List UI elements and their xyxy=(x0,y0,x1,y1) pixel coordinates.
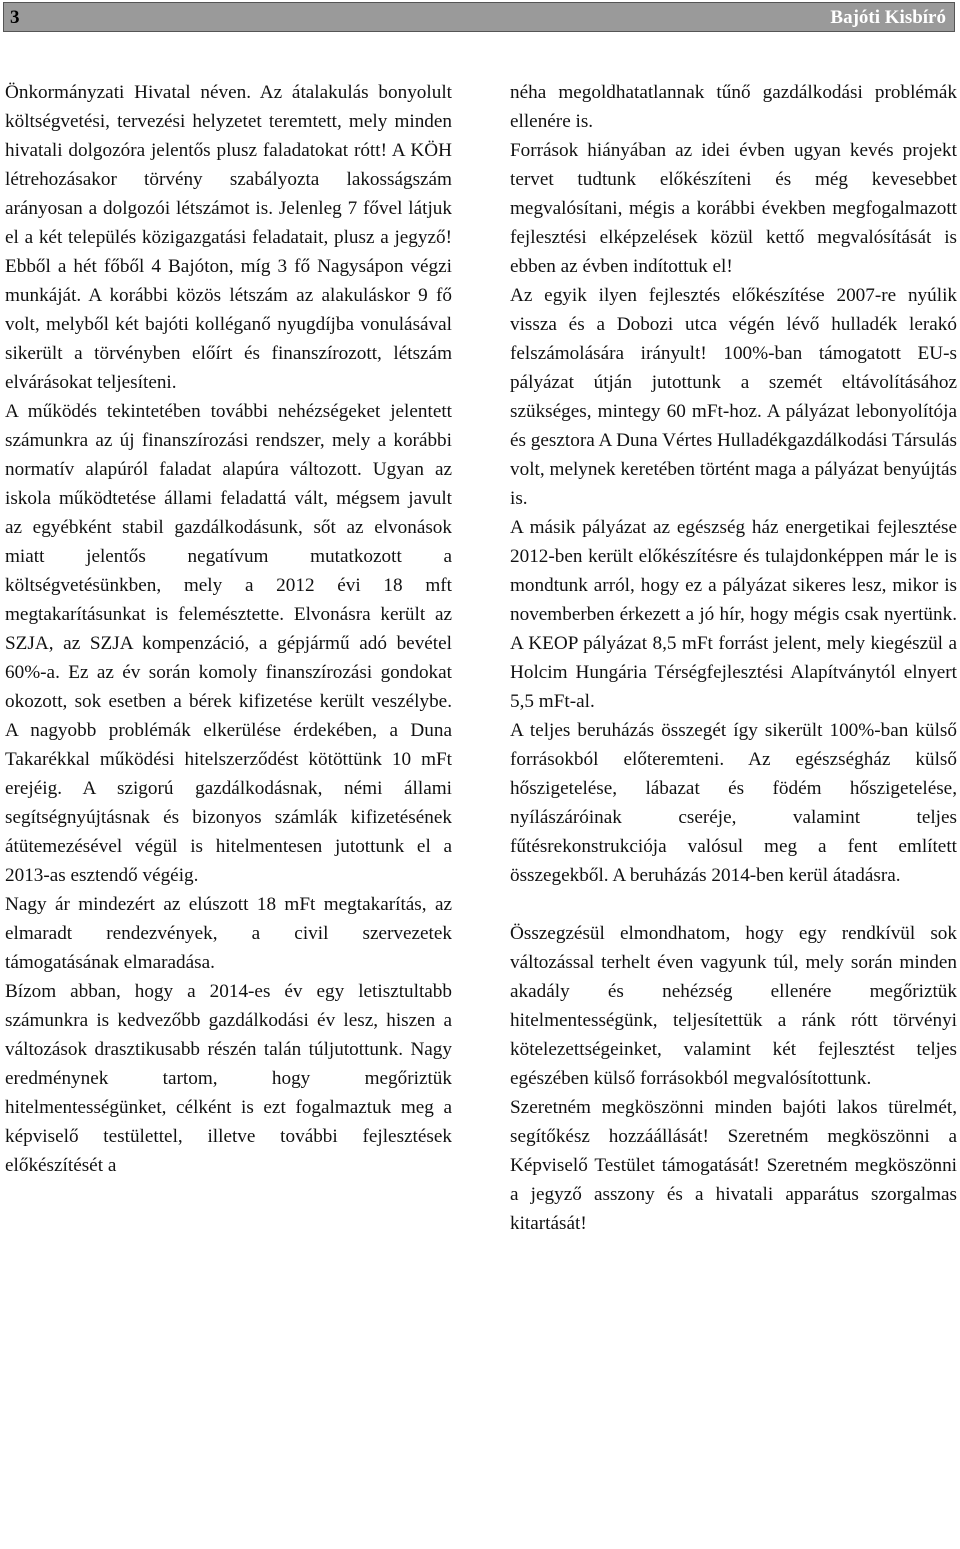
paragraph-bizom: Bízom abban, hogy a 2014-es év egy letisztultabb számunkra is kedvezőbb gazdálkodási év lesz, hiszen a változások drasztikusabb részén talán túljutottunk. Nagy eredménynek tartom, hogy megőriztük hitelmentességünket, célként is ezt fogalmaztuk meg a képviselő testülettel, illetve további fejlesztések előkészítését a xyxy=(5,981,452,1176)
right-column xyxy=(510,78,957,1238)
paragraph-mukodes: A működés tekintetében további nehézségeket jelentett számunkra az új finanszírozási rendszer, mely a korábbi normatív alapúról faladat alapúra változott. Ugyan az iskola működtetése állami feladattá vált, mégsem javult az egyébként stabil gazdálkodásunk, sőt az elvonások miatt jelentős negatívum mutatkozott a költségvetésünkben, mely a 2012 évi 18 mft megtakarításunkat is felemésztette. Elvonásra került az SZJA, az SZJA kompenzáció, a gépjármű adó bevétel 60%-a. Ez az év során komoly finanszírozási gondokat okozott, sok esetben a bérek kifizetése került veszélybe. A nagyobb problémák elkerülése érdekében, a Duna Takarékkal működési hitelszerződést kötöttünk 10 mFt erejéig. A szigorú gazdálkodásnak, némi állami segítségnyújtásnak és bizonyos számlák kifizetésének átütemezésével végül is hitelmentesen jutottunk el a 2013-as esztendő végéig. xyxy=(5,401,452,886)
paragraph-neha: néha megoldhatatlannak tűnő gazdálkodási problémák ellenére is. xyxy=(510,82,957,132)
left-column xyxy=(5,78,452,1180)
paragraph-teljes-beruhazas: A teljes beruházás összegét így sikerült 100%-ban külső forrásokból előteremteni. Az egészségház külső hőszigetelése, lábazat és födém hőszigetelése, nyílászáróinak cseréje, valamint teljes fűtésrekonstrukciója valósul meg a fent említett összegekből. A beruházás 2014-ben kerül átadásra. xyxy=(510,720,957,886)
paragraph-gap xyxy=(510,890,957,919)
paragraph-koszonet: Szeretném megköszönni minden bajóti lakos türelmét, segítőkész hozzáállását! Szeretném megköszönni a Képviselő Testület támogatását! Szeretném megköszönni a jegyző asszony és a hivatali apparátus szorgalmas kitartását! xyxy=(510,1097,957,1234)
paragraph-egyik-fejlesztes: Az egyik ilyen fejlesztés előkészítése 2007-re nyúlik vissza és a Dobozi utca végén lévő hulladék lerakó felszámolására irányult! 100%-ban támogatott EU-s pályázat útján jutottunk a szemét eltávolításához szükséges, mintegy 60 mFt-hoz. A pályázat lebonyolítója és gesztora A Duna Vértes Hulladékgazdálkodási Társulás volt, melynek keretében történt maga a pályázat benyújtás is. xyxy=(510,285,957,509)
page-header xyxy=(3,2,955,32)
paragraph-hivatal: Önkormányzati Hivatal néven. Az átalakulás bonyolult költségvetési, tervezési helyzetet teremtett, mely minden hivatali dolgozóra jelentős plusz faladatokat rótt! A KÖH létrehozásakor törvény szabályozta lakosságszám arányosan a dolgozói létszámot is. Jelenleg 7 fővel látjuk el a két település közigazgatási feladatait, plusz a jegyző! Ebből a hét főből 4 Bajóton, míg 3 fő Nagysápon végzi munkáját. A korábbi közös létszám az alakuláskor 9 fő volt, melyből két bajóti kolléganő nyugdíjba vonulásával sikerült a törvényben előírt és finanszírozott, létszám elvárásokat teljesíteni. xyxy=(5,82,452,393)
paragraph-nagy-ar: Nagy ár mindezért az elúszott 18 mFt megtakarítás, az elmaradt rendezvények, a civil szervezetek támogatásának elmaradása. xyxy=(5,894,452,973)
page-number: 3 xyxy=(10,7,20,28)
paragraph-osszegzes: Összegzésül elmondhatom, hogy egy rendkívül sok változással terhelt éven vagyunk túl, mely során minden akadály és nehézség ellenére megőriztük hitelmentességünk, teljesítettük a ránk rótt törvényi kötelezettségeinket, valamint két fejlesztést teljes egészében külső forrásokból megvalósítottunk. xyxy=(510,923,957,1089)
publication-title: Bajóti Kisbíró xyxy=(830,7,946,28)
paragraph-forrasok: Források hiányában az idei évben ugyan kevés projekt tervet tudtunk előkészíteni és még kevesebbet megvalósítani, mégis a korábbi években megfogalmazott fejlesztési elképzelések közül kettő megvalósítását is ebben az évben indítottuk el! xyxy=(510,140,957,277)
paragraph-masik-palyazat: A másik pályázat az egészség ház energetikai fejlesztése 2012-ben került előkészítésre és tulajdonképpen már le is mondtunk arról, hogy ez a pályázat sikeres lesz, mikor is novemberben érkezett a jó hír, hogy mégis csak nyertünk. A KEOP pályázat 8,5 mFt forrást jelent, mely kiegészül a Holcim Hungária Térségfejlesztési Alapítványtól elnyert 5,5 mFt-al. xyxy=(510,517,957,712)
